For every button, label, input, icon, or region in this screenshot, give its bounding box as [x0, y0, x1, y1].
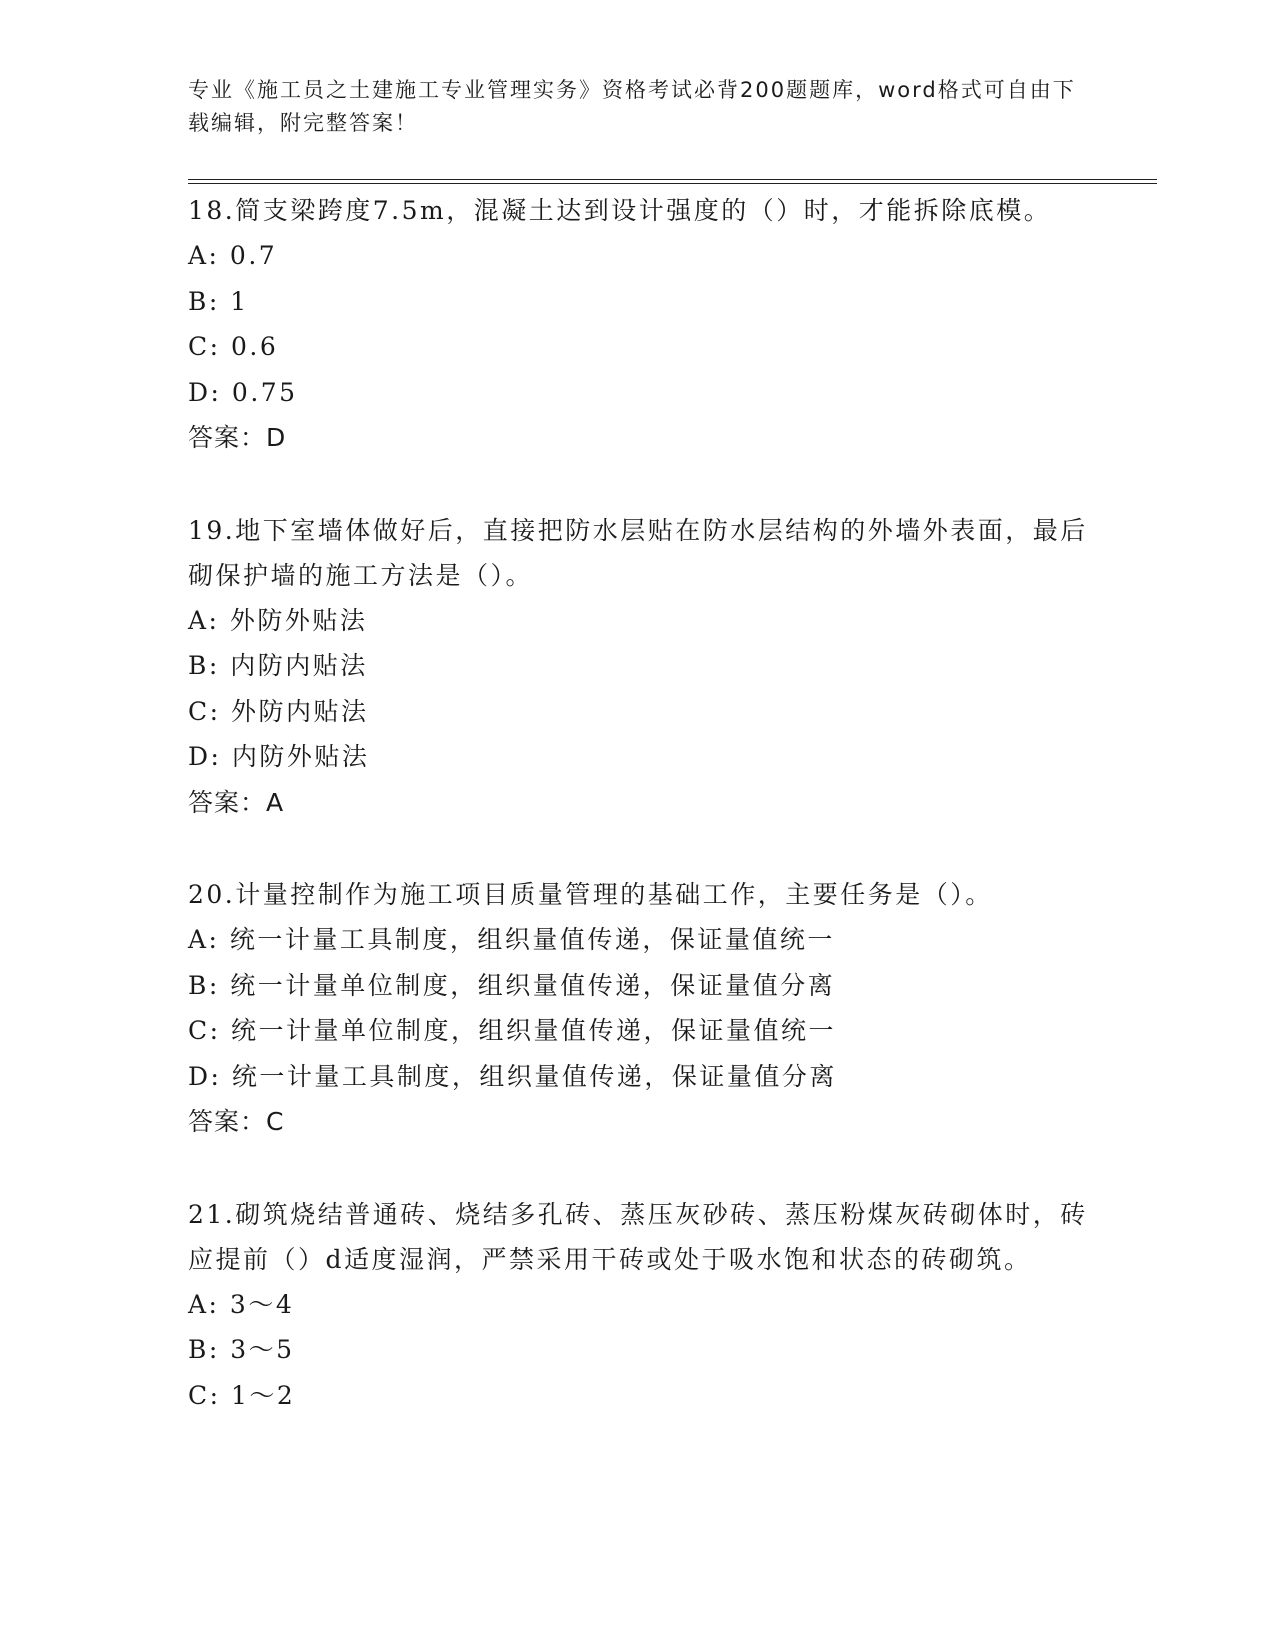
- option-c: C: 统一计量单位制度，组织量值传递，保证量值统一: [188, 1016, 837, 1045]
- question-list: [188, 188, 1108, 1465]
- option-a: A: 3～4: [188, 1289, 295, 1319]
- header-rule: [188, 179, 1157, 184]
- answer: 答案：D: [188, 423, 287, 452]
- page-header: 专业《施工员之土建施工专业管理实务》资格考试必背200题题库，word格式可自由下载编辑，附完整答案！: [188, 78, 1076, 135]
- question-stem: 20.计量控制作为施工项目质量管理的基础工作，主要任务是（）。: [188, 880, 993, 909]
- question-stem: 18.简支梁跨度7.5m，混凝土达到设计强度的（）时，才能拆除底模。: [188, 196, 1052, 225]
- option-b: B: 统一计量单位制度，组织量值传递，保证量值分离: [188, 970, 836, 1000]
- question-19: [188, 508, 1108, 826]
- option-d: D: 内防外贴法: [188, 742, 370, 771]
- option-b: B: 1: [188, 286, 249, 316]
- question-20: [188, 872, 1108, 1145]
- question-18: [188, 188, 1108, 461]
- option-a: A: 外防外贴法: [188, 605, 368, 635]
- option-a: A: 统一计量工具制度，组织量值传递，保证量值统一: [188, 925, 835, 954]
- option-b: B: 3～5: [188, 1335, 295, 1364]
- question-21: [188, 1192, 1108, 1419]
- answer: 答案：C: [188, 1107, 285, 1136]
- question-stem: 21.砌筑烧结普通砖、烧结多孔砖、蒸压灰砂砖、蒸压粉煤灰砖砌体时，砖应提前（）d适度湿润，严禁采用干砖或处于吸水饱和状态的砖砌筑。: [188, 1199, 1088, 1274]
- answer: 答案：A: [188, 787, 285, 817]
- option-c: C: 外防内贴法: [188, 696, 369, 726]
- option-a: A: 0.7: [188, 241, 278, 270]
- question-stem: 19.地下室墙体做好后，直接把防水层贴在防水层结构的外墙外表面，最后砌保护墙的施工方法是（）。: [188, 515, 1088, 590]
- option-c: C: 1～2: [188, 1380, 296, 1410]
- option-c: C: 0.6: [188, 332, 279, 361]
- option-d: D: 0.75: [188, 377, 298, 407]
- option-d: D: 统一计量工具制度，组织量值传递，保证量值分离: [188, 1061, 837, 1091]
- option-b: B: 内防内贴法: [188, 651, 368, 680]
